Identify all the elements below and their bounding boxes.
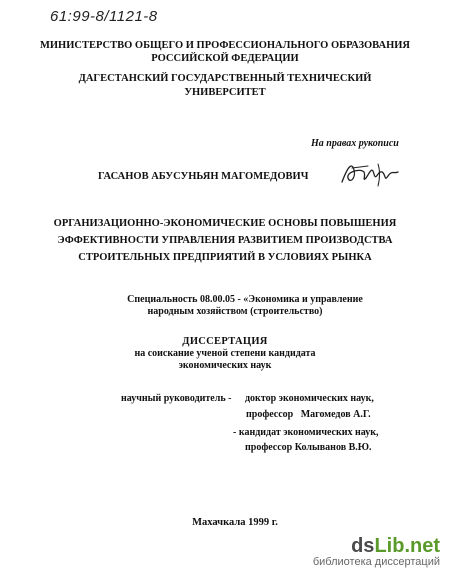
dissertation-title-line: СТРОИТЕЛЬНЫХ ПРЕДПРИЯТИЙ В УСЛОВИЯХ РЫНКА [78,252,372,263]
dslib-logo: dsLib.net [351,535,440,557]
dslib-watermark [313,535,440,568]
archive-number: 61:99-8/1121-8 [50,8,158,25]
supervisor-role: научный руководитель - [121,393,232,404]
author-signature [338,156,402,192]
co-supervisor-name: профессор Колыванов В.Ю. [245,442,372,453]
city-year: Махачкала 1999 г. [192,517,278,528]
co-supervisor-degree: - кандидат экономических наук, [233,427,379,438]
supervisor-name: профессор Магомедов А.Г. [246,409,371,420]
supervisor-degree: доктор экономических наук, [245,393,374,404]
ministry-name-cont: РОССИЙСКОЙ ФЕДЕРАЦИИ [151,53,299,64]
specialty-line-cont: народным хозяйством (строительство) [147,306,323,317]
specialty-line: Специальность 08.00.05 - «Экономика и управление [127,294,363,305]
dissertation-title-line: ОРГАНИЗАЦИОННО-ЭКОНОМИЧЕСКИЕ ОСНОВЫ ПОВЫШЕНИЯ [53,218,397,229]
ministry-name: МИНИСТЕРСТВО ОБЩЕГО И ПРОФЕССИОНАЛЬНОГО ОБРАЗОВАНИЯ [39,40,411,51]
dissertation-label: ДИССЕРТАЦИЯ [182,336,268,347]
degree-line-cont: экономических наук [178,360,272,371]
university-name: ДАГЕСТАНСКИЙ ГОСУДАРСТВЕННЫЙ ТЕХНИЧЕСКИЙ [78,73,372,84]
university-name-cont: УНИВЕРСИТЕТ [184,87,266,98]
author-name: ГАСАНОВ АБУСУНЬЯН МАГОМЕДОВИЧ [98,171,309,182]
rights-label: На правах рукописи [311,138,399,149]
dslib-caption: библиотека диссертаций [312,556,440,568]
degree-line: на соискание ученой степени кандидата [134,348,316,359]
dissertation-title-line: ЭФФЕКТИВНОСТИ УПРАВЛЕНИЯ РАЗВИТИЕМ ПРОИЗВОДСТВА [57,235,393,246]
